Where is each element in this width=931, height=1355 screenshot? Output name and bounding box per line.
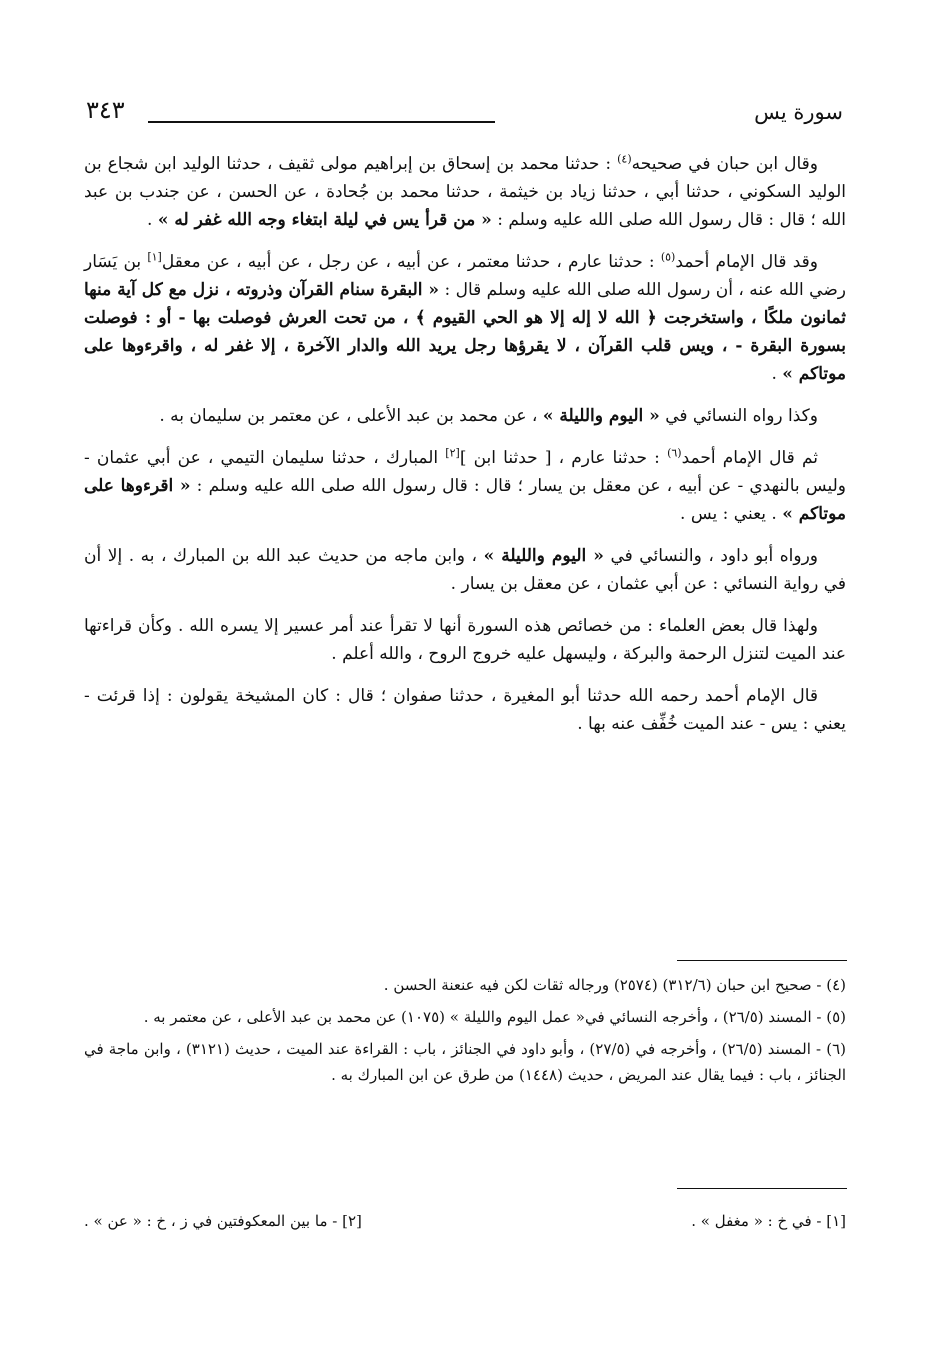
hadith-text: « من قرأ يس في ليلة ابتغاء وجه الله غفر له »	[157, 210, 492, 230]
footnotes	[84, 972, 846, 1094]
page-number: ٣٤٣	[86, 96, 125, 124]
paragraph-3	[84, 402, 846, 430]
book-title: « اليوم والليلة »	[542, 406, 660, 426]
paragraph-2	[84, 248, 846, 388]
paragraph-1	[84, 150, 846, 234]
editor-note-ref: [١]	[147, 250, 162, 264]
book-title: « اليوم والليلة »	[483, 546, 604, 566]
main-text	[84, 150, 846, 752]
text-span: وقد قال الإمام أحمد	[675, 252, 818, 272]
text-span: . يعني : يس .	[680, 504, 783, 524]
editor-note-1: [١] - في خ : « مغفل » .	[691, 1212, 846, 1230]
text-span: .	[771, 364, 783, 384]
text-span: ورواه أبو داود ، والنسائي في	[603, 546, 818, 566]
footnote-ref: (٤)	[617, 152, 632, 166]
footnote-6: (٦) - المسند (٢٦/٥) ، وأخرجه في (٢٧/٥) ، وأبو داود في الجنائز ، باب : القراءة عند الميت ، حديث (٣١٢١) ، وابن ماجة في الجنائز ، باب : فيما يقال عند المريض ، حديث (١٤٤٨) من طرق عن ابن المبارك به .	[84, 1040, 846, 1084]
hadith-text: « البقرة سنام القرآن وذروته ، نزل مع كل آية منها ثمانون ملكًا ، واستخرجت ﴿ الله لا إله إلا هو الحي القيوم ﴾ ، من تحت العرش فوصلت بها - أو : فوصلت بسورة البقرة - ، ويس قلب القرآن ، لا يقرؤها رجل يريد الله والدار الآخرة ، إلا غفر له ، واقرءوها على موتاكم »	[84, 280, 846, 384]
footnote-ref: (٦)	[667, 446, 682, 460]
paragraph-5	[84, 542, 846, 598]
surah-title: سورة يس	[754, 100, 843, 124]
text-span: المبارك ، حدثنا سليمان التيمي ، عن أبي عثمان - وليس بالنهدي - عن أبيه ، عن معقل بن يسار ؛ قال : قال رسول الله صلى الله عليه وسلم :	[84, 448, 847, 496]
footnote-5: (٥) - المسند (٢٦/٥) ، وأخرجه النسائي في« عمل اليوم والليلة » (١٠٧٥) عن محمد بن عبد الأعلى ، عن معتمر به .	[143, 1008, 846, 1026]
header-rule	[148, 121, 495, 123]
paragraph-4	[84, 444, 846, 528]
text-span: : حدثنا عارم ، حدثنا معتمر ، عن أبيه ، عن رجل ، عن أبيه ، عن معقل	[161, 252, 661, 272]
text-span: بن يَسَار رضي الله عنه ، أن رسول الله صلى الله عليه وسلم قال :	[84, 252, 846, 300]
editor-note-2: [٢] - ما بين المعكوفتين في ز ، خ : « عن » .	[84, 1212, 362, 1230]
text-span: : حدثنا عارم ، [ حدثنا ابن ]	[459, 448, 668, 468]
text-span: ، عن محمد بن عبد الأعلى ، عن معتمر بن سليمان به .	[159, 406, 543, 426]
footnote-rule	[677, 960, 847, 961]
text-span: وقال ابن حبان في صحيحه	[631, 154, 819, 174]
footnote-4: (٤) - صحيح ابن حبان (٣١٢/٦) (٢٥٧٤) ورجاله ثقات لكن فيه عنعنة الحسن .	[383, 976, 846, 994]
text-span: وكذا رواه النسائي في	[659, 406, 818, 426]
text-span: : حدثنا محمد بن إسحاق بن إبراهيم مولى ثقيف ، حدثنا الوليد ابن شجاع بن الوليد السكوني ، حدثنا أبي ، حدثنا زياد بن خيثمة ، حدثنا محمد بن جُحادة ، عن الحسن ، عن جندب بن عبد الله ؛ قال : قال رسول الله صلى الله عليه وسلم :	[84, 154, 846, 230]
paragraph-7: قال الإمام أحمد رحمه الله حدثنا أبو المغيرة ، حدثنا صفوان ؛ قال : كان المشيخة يقولون : إذا قرئت - يعني : يس - عند الميت خُفِّف عنه بها .	[84, 686, 846, 734]
text-span: ثم قال الإمام أحمد	[681, 448, 819, 468]
editor-notes	[84, 1208, 846, 1234]
editor-notes-rule	[677, 1188, 847, 1189]
text-span: .	[147, 210, 158, 230]
footnote-ref: (٥)	[660, 250, 676, 264]
editor-note-ref: [٢]	[445, 446, 460, 460]
paragraph-6: ولهذا قال بعض العلماء : من خصائص هذه السورة أنها لا تقرأ عند أمر عسير إلا يسره الله . وكأن قراءتها عند الميت لتنزل الرحمة والبركة ، وليسهل عليه خروج الروح ، والله أعلم .	[84, 616, 846, 664]
hadith-text: « اقرءوها على موتاكم »	[84, 476, 846, 524]
text-span: ، وابن ماجه من حديث عبد الله بن المبارك ، به . إلا أن في رواية النسائي : عن أبي عثمان ، عن معقل بن يسار .	[84, 546, 846, 594]
